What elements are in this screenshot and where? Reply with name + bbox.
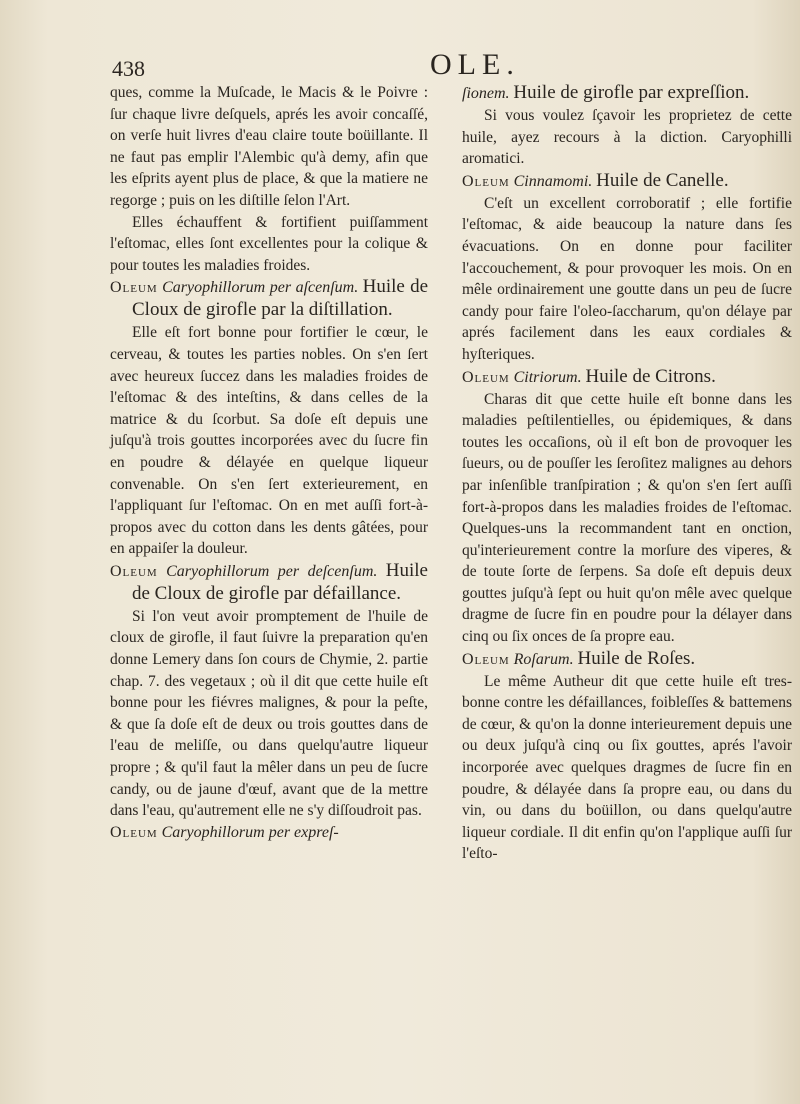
paragraph: Elle eſt fort bonne pour fortifier le cœur, le cerveau, & toutes les parties nobles. On s'en ſert avec heureux ſuccez dans les maladies froides de l'eſtomac & des inteſtins, & dans celles de la matrice & du ſcorbut. Sa doſe eſt depuis une juſqu'à trois gouttes incorporées avec du ſucre fin en poudre & délayée en quelque liqueur convenable. On s'en ſert exterieurement, en l'appliquant ſur l'eſtomac. On en met auſſi fort-à-propos avec du cotton dans les dents gâtées, pour en appaiſer la douleur.	[110, 324, 428, 558]
paragraph: Charas dit que cette huile eſt bonne dans les maladies peſtilentielles, ou épidemiques, & dans toutes les occaſions, où il eſt bon de provoquer les ſueurs, ou de pouſſer les ſeroſitez malignes au dehors par inſenſible tranſpiration ; & qu'on s'en ſert auſſi fort-à-propos dans les maladies froides de l'eſtomac. Quelques-uns la recommandent tant en onction, qu'interieurement contre la morſure des viperes, & de toute ſorte de ſerpens. Sa doſe eſt depuis deux gouttes juſqu'à ſept ou huit qu'on mêle avec quelque dragme de ſucre fin en poudre pour la délayer dans cinq ou ſix onces de ſa propre eau.	[462, 390, 792, 646]
paragraph: Le même Autheur dit que cette huile eſt tres-bonne contre les défaillances, foibleſſes & battemens de cœur, & qu'on la donne interieurement depuis une ou deux juſqu'à cinq ou ſix gouttes, aprés l'avoir incorporée avec quelques dragmes de ſucre fin en poudre, & délayée dans ſa propre eau, ou dans du vin, ou dans du boüillon, ou dans quelqu'autre liqueur cordiale. Il dit enfin qu'on l'applique auſſi ſur l'eſto-	[462, 672, 792, 863]
left-column	[110, 82, 428, 844]
entry-heading	[110, 822, 428, 844]
entry-heading-latin: Caryophillorum per expreſ-	[161, 823, 339, 841]
entry-heading-latin-caps: Oleum	[462, 650, 510, 668]
entry-heading-continued	[462, 82, 792, 105]
paragraph: Elles échauffent & fortifient puiſſamment l'eſtomac, elles ſont excellentes pour la colique & pour toutes les maladies froides.	[110, 213, 428, 274]
entry-heading-latin: Citriorum.	[513, 368, 582, 386]
entry-heading-latin: Caryophillorum per aſcenſum.	[162, 279, 359, 297]
entry-heading-latin-caps: Oleum	[110, 562, 158, 580]
entry-heading-french: Huile de Cloux de girofle par défaillance.	[132, 559, 428, 604]
paragraph: Si vous voulez ſçavoir les proprietez de cette huile, ayez recours à la diction. Caryophilli aromatici.	[462, 107, 792, 168]
entry-heading-latin: Caryophillorum per deſcenſum.	[166, 562, 378, 580]
entry-heading-latin-caps: Oleum	[110, 823, 158, 841]
entry-heading	[462, 366, 792, 389]
right-column	[462, 82, 792, 865]
entry-heading-french: Huile de girofle par expreſſion.	[513, 82, 750, 103]
entry-heading	[110, 560, 428, 606]
entry-heading-latin: Roſarum.	[513, 650, 574, 668]
entry-heading-french: Huile de Roſes.	[577, 647, 696, 669]
paragraph: C'eſt un excellent corroboratif ; elle fortifie l'eſtomac, & aide beaucoup la nature dans ſes évacuations. On en donne pour faciliter l'accouchement, & pour provoquer les mois. On en mêle ordinairement une goutte dans un peu de ſucre candy pour faire l'oleo-ſaccharum, qu'on délaye par aprés facilement dans les eaux cordiales & hyſteriques.	[462, 194, 792, 363]
paragraph: Si l'on veut avoir promptement de l'huile de cloux de girofle, il faut ſuivre la preparation qu'en donne Lemery dans ſon cours de Chymie, 2. partie chap. 7. des vegetaux ; où il dit que cette huile eſt bonne pour les fiévres malignes, & pour la peſte, & que ſa doſe eſt de deux ou trois gouttes dans de l'eau de meliſſe, ou dans quelqu'autre liqueur propre ; & qu'il faut la mêler dans un peu de ſucre candy, ou de jaune d'œuf, avant que de la mettre dans l'eau, qu'autrement elle ne s'y diſſoudroit pas.	[110, 607, 428, 820]
entry-heading	[462, 648, 792, 671]
paragraph: ques, comme la Muſcade, le Macis & le Poivre : ſur chaque livre deſquels, aprés les avoir concaſſé, on verſe huit livres d'eau claire toute boüillante. Il ne faut pas emplir l'Alembic qu'à demy, afin que les eſprits ayent plus de place, & que la matiere ne regorge ; puis on les diſtille ſelon l'Art.	[110, 84, 428, 209]
entry-heading-french: Huile de Cloux de girofle par la diſtillation.	[132, 276, 429, 321]
entry-heading-latin-caps: Oleum	[462, 172, 510, 190]
entry-heading-french: Huile de Canelle.	[596, 169, 729, 191]
page-number: 438	[112, 56, 145, 81]
running-head: OLE.	[430, 48, 520, 81]
entry-heading-latin: Cinnamomi.	[513, 172, 593, 190]
entry-heading-latin-caps: Oleum	[462, 368, 510, 386]
entry-heading-latin: ſionem.	[462, 85, 510, 102]
entry-heading-latin-caps: Oleum	[110, 279, 158, 297]
entry-heading-french: Huile de Citrons.	[585, 365, 716, 387]
entry-heading	[462, 170, 792, 193]
entry-heading	[110, 276, 428, 322]
